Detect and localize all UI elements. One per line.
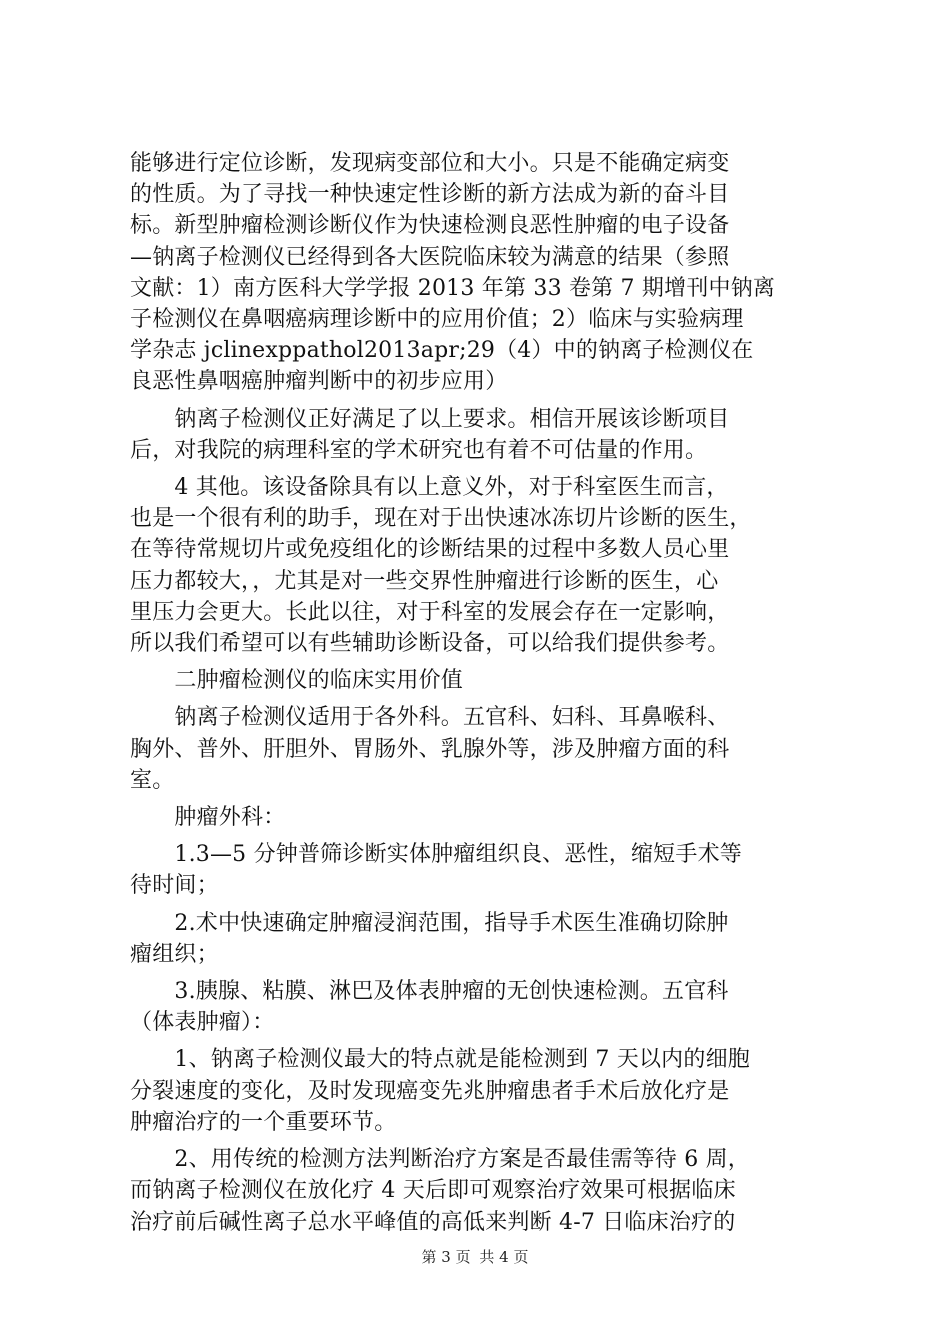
paragraph	[130, 839, 830, 901]
text-line: 肿瘤治疗的一个重要环节。	[130, 1109, 397, 1135]
text-line: 而钠离子检测仪在放化疗 4 天后即可观察治疗效果可根据临床	[130, 1178, 736, 1204]
text-line: 2.术中快速确定肿瘤浸润范围，指导手术医生准确切除肿	[130, 910, 729, 936]
document-body	[130, 148, 830, 1238]
text-line: 学杂志 jclinexppathol2013apr;29（4）中的钠离子检测仪在	[130, 338, 754, 364]
paragraph	[130, 702, 830, 796]
paragraph	[130, 802, 830, 833]
text-line: 里压力会更大。长此以往，对于科室的发展会存在一定影响，	[130, 599, 730, 625]
text-line: 胸外、普外、肝胆外、胃肠外、乳腺外等，涉及肿瘤方面的科	[130, 736, 730, 762]
paragraph	[130, 1044, 830, 1138]
text-line: —钠离子检测仪已经得到各大医院临床较为满意的结果（参照	[130, 244, 730, 270]
text-line: 瘤组织；	[130, 941, 219, 967]
page-footer	[0, 1246, 950, 1267]
text-line: 二肿瘤检测仪的临床实用价值	[130, 668, 464, 694]
text-line: 子检测仪在鼻咽癌病理诊断中的应用价值；2）临床与实验病理	[130, 307, 744, 333]
text-line: （体表肿瘤）：	[130, 1010, 275, 1036]
text-line: 分裂速度的变化，及时发现癌变先兆肿瘤患者手术后放化疗是	[130, 1078, 730, 1104]
text-line: 在等待常规切片或免疫组化的诊断结果的过程中多数人员心里	[130, 537, 730, 563]
text-line: 钠离子检测仪正好满足了以上要求。相信开展该诊断项目	[130, 406, 730, 432]
text-line: 4 其他。该设备除具有以上意义外，对于科室医生而言，	[130, 475, 729, 501]
text-line: 1、钠离子检测仪最大的特点就是能检测到 7 天以内的细胞	[130, 1047, 750, 1073]
text-line: 后，对我院的病理科室的学术研究也有着不可估量的作用。	[130, 437, 708, 463]
text-line: 2、用传统的检测方法判断治疗方案是否最佳需等待 6 周，	[130, 1147, 750, 1173]
text-line: 能够进行定位诊断，发现病变部位和大小。只是不能确定病变	[130, 151, 730, 176]
text-line: 钠离子检测仪适用于各外科。五官科、妇科、耳鼻喉科、	[130, 705, 730, 731]
page-total: 共 4 页	[479, 1248, 529, 1266]
text-line: 标。新型肿瘤检测诊断仪作为快速检测良恶性肿瘤的电子设备	[130, 213, 730, 239]
paragraph	[130, 472, 830, 659]
text-line: 良恶性鼻咽癌肿瘤判断中的初步应用）	[130, 369, 508, 395]
text-line: 1.3—5 分钟普筛诊断实体肿瘤组织良、恶性，缩短手术等	[130, 842, 742, 868]
paragraph	[130, 908, 830, 970]
text-line: 室。	[130, 767, 175, 793]
paragraph	[130, 1144, 830, 1238]
text-line: 3.胰腺、粘膜、淋巴及体表肿瘤的无创快速检测。五官科	[130, 979, 729, 1005]
page-number: 第 3 页	[421, 1248, 471, 1266]
paragraph	[130, 665, 830, 696]
text-line: 肿瘤外科：	[130, 805, 286, 831]
text-line: 待时间；	[130, 873, 219, 899]
paragraph	[130, 148, 830, 398]
text-line: 的性质。为了寻找一种快速定性诊断的新方法成为新的奋斗目	[130, 182, 730, 208]
text-line: 文献：1）南方医科大学学报 2013 年第 33 卷第 7 期增刊中钠离	[130, 275, 776, 301]
paragraph	[130, 976, 830, 1038]
text-line: 压力都较大，，尤其是对一些交界性肿瘤进行诊断的医生，心	[130, 568, 719, 594]
paragraph	[130, 404, 830, 466]
text-line: 也是一个很有利的助手，现在对于出快速冰冻切片诊断的医生，	[130, 506, 752, 532]
text-line: 治疗前后碱性离子总水平峰值的高低来判断 4-7 日临床治疗的	[130, 1209, 736, 1235]
text-line: 所以我们希望可以有些辅助诊断设备，可以给我们提供参考。	[130, 631, 730, 657]
